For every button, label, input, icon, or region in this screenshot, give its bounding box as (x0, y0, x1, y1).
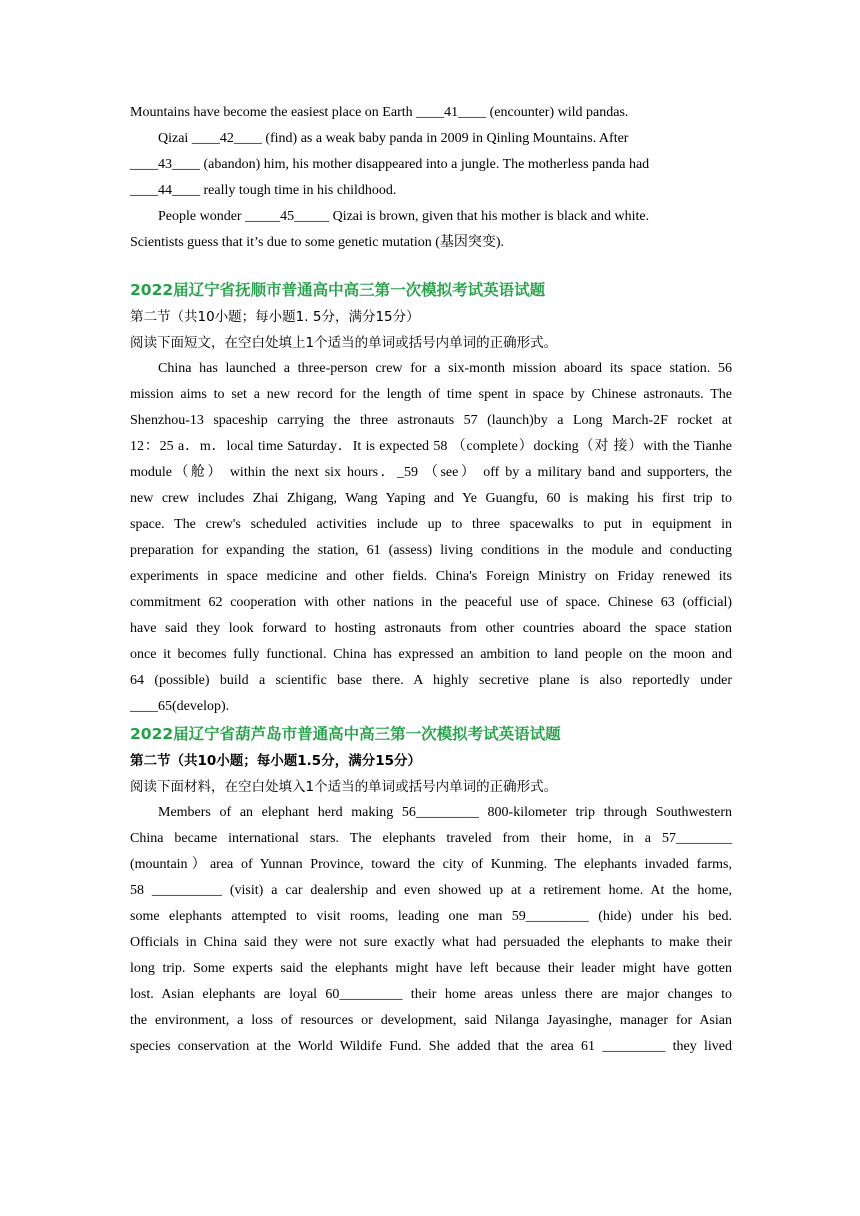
passage-line: species conservation at the World Wildife Fund. She added that the area 61 _________ they lived (130, 1039, 732, 1054)
passage-line: space. The crew's scheduled activities include up to three spacewalks to put in equipment in (130, 517, 732, 532)
section-instruction: 阅读下面材料，在空白处填入1个适当的单词或括号内单词的正确形式。 (130, 779, 558, 795)
passage-a (130, 100, 732, 256)
passage-line: 58 __________ (visit) a car dealership and even showed up at a retirement home. At the home, (130, 883, 732, 898)
passage-line: 12：25 a．m．local time Saturday．It is expected 58 （complete）docking（对 接）with the Tianhe (130, 439, 732, 454)
passage-line: Shenzhou-13 spaceship carrying the three astronauts 57 (launch)by a Long March-2F rocket at (130, 413, 732, 428)
passage-line: China has launched a three-person crew for a six-month mission aboard its space station. 56 (158, 361, 732, 376)
passage-line: mission aims to set a new record for the length of time spent in space by Chinese astronauts. The (130, 387, 732, 402)
document-page (130, 100, 732, 1060)
passage-line: Officials in China said they were not sure exactly what had persuaded the elephants to make their (130, 935, 732, 950)
passage-line: Mountains have become the easiest place on Earth ____41____ (encounter) wild pandas. (130, 105, 629, 120)
passage-line: People wonder _____45_____ Qizai is brown, given that his mother is black and white. (158, 209, 650, 224)
section-subtitle: 第二节（共10小题；每小题1. 5分，满分15分） (130, 309, 420, 325)
passage-line: (mountain）area of Yunnan Province, toward the city of Kunming. The elephants invaded farms, (130, 857, 732, 872)
passage-line: commitment 62 cooperation with other nations in the peaceful use of space. Chinese 63 (official) (130, 595, 732, 610)
passage-line: Scientists guess that it’s due to some genetic mutation (基因突变). (130, 235, 505, 250)
passage-line: long trip. Some experts said the elephants might have left because their leader might have gotten (130, 961, 732, 976)
passage-line: ____65(develop). (130, 699, 230, 714)
passage-line: have said they look forward to hosting astronauts from other countries aboard the space station (130, 621, 732, 636)
section-huludao (130, 720, 732, 1060)
passage-line: lost. Asian elephants are loyal 60_________ their home areas unless there are major changes to (130, 987, 732, 1002)
passage-line: preparation for expanding the station, 61 (assess) living conditions in the module and conducting (130, 543, 732, 558)
passage-line: once it becomes fully functional. China has expressed an ambition to land people on the moon and (130, 647, 732, 662)
passage-line: some elephants attempted to visit rooms, leading one man 59_________ (hide) under his bed. (130, 909, 732, 924)
passage-line: the environment, a loss of resources or development, said Nilanga Jayasinghe, manager for Asian (130, 1013, 732, 1028)
passage-line: new crew includes Zhai Zhigang, Wang Yaping and Ye Guangfu, 60 is making his first trip to (130, 491, 732, 506)
passage-line: 64 (possible) build a scientific base there. A highly secretive plane is also reportedly under (130, 673, 732, 688)
passage-line: module（舱） within the next six hours．_59 （see） off by a military band and supporters, the (130, 465, 732, 480)
section-subtitle: 第二节（共10小题；每小题1.5分，满分15分） (130, 753, 421, 769)
passage-line: experiments in space medicine and other fields. China's Foreign Ministry on Friday renewed its (130, 569, 732, 584)
section-heading: 2022届辽宁省抚顺市普通高中高三第一次模拟考试英语试题 (130, 281, 546, 299)
section-fushun (130, 276, 732, 720)
passage-line: Members of an elephant herd making 56_________ 800-kilometer trip through Southwestern (158, 805, 732, 820)
section-instruction: 阅读下面短文，在空白处填上1个适当的单词或括号内单词的正确形式。 (130, 335, 558, 351)
passage-line: China became international stars. The elephants traveled from their home, in a 57________ (130, 831, 732, 846)
passage-line: Qizai ____42____ (find) as a weak baby panda in 2009 in Qinling Mountains. After (158, 131, 629, 146)
section-heading: 2022届辽宁省葫芦岛市普通高中高三第一次模拟考试英语试题 (130, 725, 561, 743)
passage-line: ____43____ (abandon) him, his mother disappeared into a jungle. The motherless panda had (130, 157, 650, 172)
passage-line: ____44____ really tough time in his childhood. (130, 183, 397, 198)
